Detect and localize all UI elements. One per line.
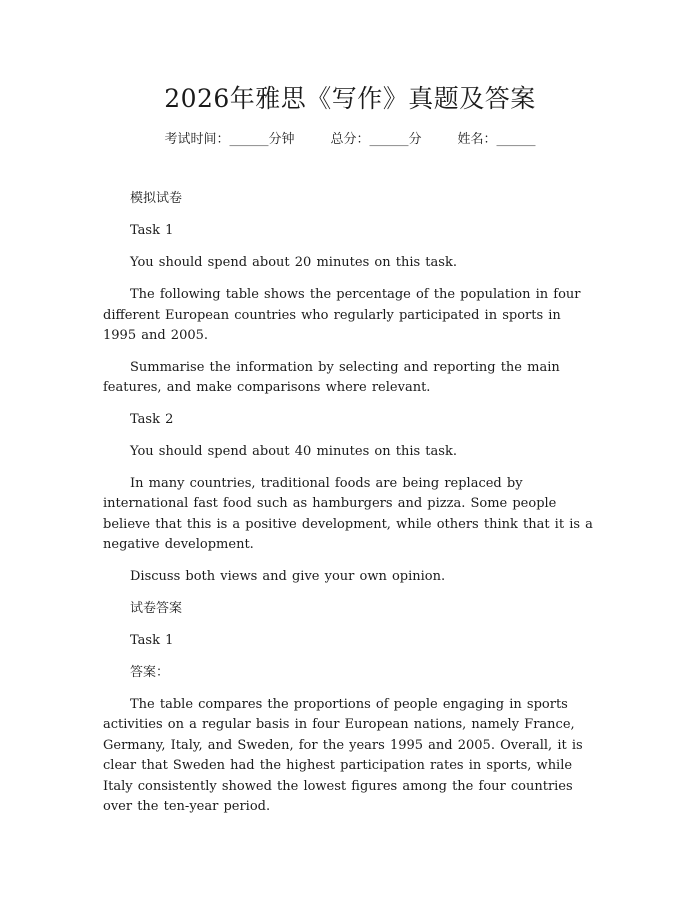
task1-time-instruction: You should spend about 20 minutes on this task.: [130, 255, 457, 270]
task2-heading: Task 2: [130, 411, 174, 427]
time-unit: 分钟: [268, 132, 295, 147]
answer-task1-paragraph: The table compares the proportions of people engaging in sports activities on a regular basis in four European nations, namely France, Germany, Italy, and Sweden, for the years 1995 and 2005. Overall, it is clear that Sweden had the highest participation rates in sports, while Italy consistently showed the lowest figures among the four countries over the ten-year period.: [103, 696, 583, 814]
task2-time-instruction: You should spend about 40 minutes on this task.: [130, 443, 457, 459]
name-blank: ______: [496, 132, 536, 147]
score-unit: 分: [408, 132, 422, 147]
task2-instruction: Discuss both views and give your own opinion.: [130, 568, 446, 584]
exam-info-line: [0, 130, 700, 150]
answer-label: 答案：: [130, 664, 170, 680]
answer-task1-heading: Task 1: [130, 632, 174, 648]
time-label: 考试时间：: [164, 132, 230, 147]
task1-heading: Task 1: [130, 223, 174, 238]
name-label: 姓名：: [457, 132, 497, 147]
section-heading-answers: 试卷答案: [130, 600, 183, 616]
task1-prompt: The following table shows the percentage of the population in four different European countries who regularly participated in sports in 1995 and 2005.: [103, 287, 581, 343]
task1-instruction: Summarise the information by selecting and reporting the main features, and make comparisons where relevant.: [103, 359, 560, 395]
document-body: [103, 189, 595, 829]
task2-prompt: In many countries, traditional foods are being replaced by international fast food such as hamburgers and pizza. Some people believe that this is a positive development, while others think that it is a negative development.: [103, 475, 593, 552]
score-label: 总分：: [330, 132, 370, 147]
score-blank: ______: [369, 132, 409, 147]
time-blank: ______: [229, 132, 269, 147]
document-title: 2026年雅思《写作》真题及答案: [164, 84, 536, 113]
section-heading-mock-exam: 模拟试卷: [130, 191, 183, 206]
